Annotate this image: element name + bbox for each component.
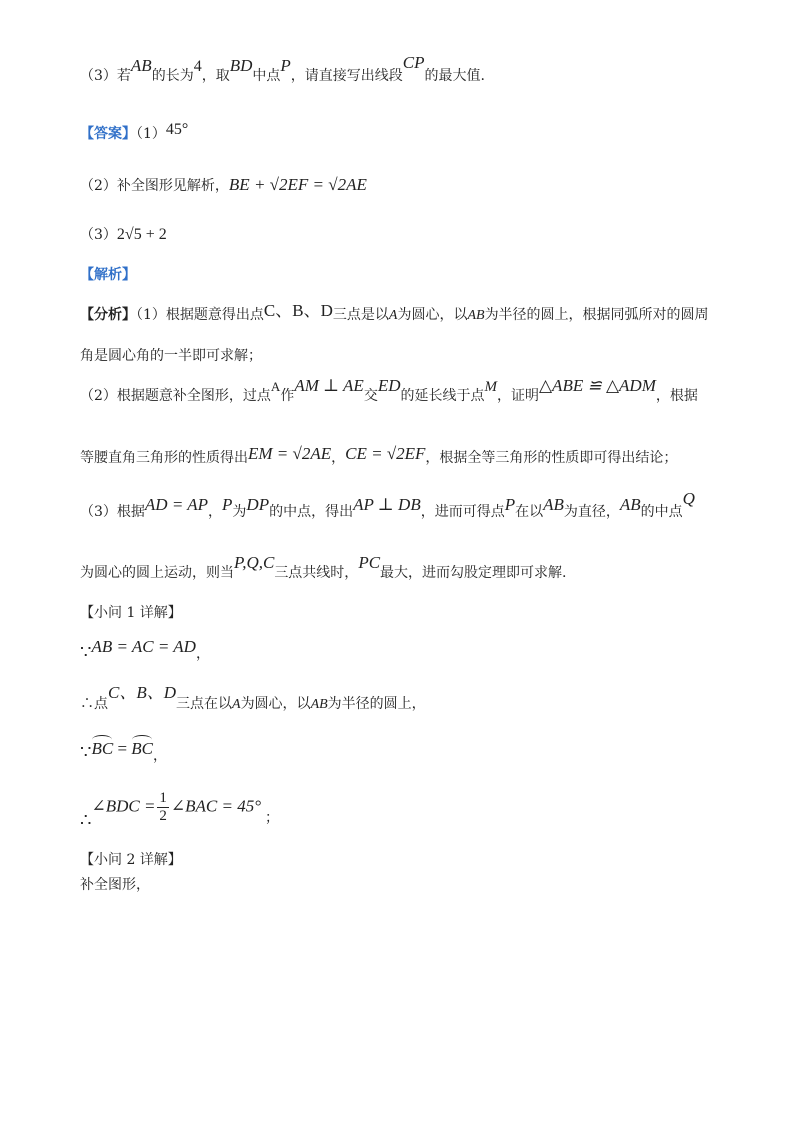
q3-prefix: （3）若 <box>80 68 131 84</box>
analysis-line-4 <box>80 446 740 469</box>
fenxi-text: 等腰直角三角形的性质得出 <box>80 450 248 466</box>
because-symbol: ∵ <box>80 642 92 663</box>
math-a: A <box>388 308 398 323</box>
math-a: A <box>270 379 281 394</box>
fenxi-text: 为半径的圆上，根据同弧所对的圆周 <box>484 307 709 323</box>
fenxi-text: ，根据全等三角形的性质即可得出结论； <box>425 450 678 466</box>
fenxi-text: ，证明 <box>496 388 539 404</box>
fenxi-text: 交 <box>363 388 378 404</box>
fenxi-text: 的中点，得出 <box>269 504 354 520</box>
answer-line-1 <box>80 123 740 145</box>
q3-text: 的最大值. <box>424 68 485 84</box>
math-ad-ap: AD = AP <box>144 495 209 514</box>
fenxi-text: （2）根据题意补全图形，过点 <box>80 388 271 404</box>
math-pc: PC <box>358 553 381 572</box>
math-m: M <box>484 379 497 395</box>
arc-bc: BC <box>131 739 154 758</box>
math-ab: AB <box>543 495 564 514</box>
fenxi-text: （3）根据 <box>80 504 145 520</box>
fenxi-text: 的中点 <box>640 504 683 520</box>
detail-1-line-2 <box>80 683 740 712</box>
q3-text: 的长为 <box>151 68 194 84</box>
question-3-line <box>80 53 740 87</box>
q3-text: ，请直接写出线段 <box>290 68 403 84</box>
fenxi-text: 三点共线时， <box>274 565 359 581</box>
fraction-numerator: 1 <box>159 790 167 806</box>
math-q: Q <box>682 489 695 508</box>
detail-text: ， <box>195 646 210 662</box>
math-a: A <box>232 697 241 712</box>
fenxi-text: ，进而可得点 <box>420 504 505 520</box>
arc-bc: BC <box>91 739 114 758</box>
fraction-one-half <box>157 790 169 825</box>
answer-value-1: 45° <box>165 121 189 138</box>
detail-text: ， <box>153 748 168 764</box>
math-angle-bdc: ∠BDC = <box>91 796 156 816</box>
therefore-symbol: ∴ <box>80 809 92 831</box>
analysis-line-5 <box>80 489 740 523</box>
fenxi-text: （1）根据题意得出点 <box>136 307 264 323</box>
math-am-perp-ae: AM ⊥ AE <box>294 376 364 395</box>
math-em: EM = √2AE <box>248 444 332 463</box>
analysis-line-3 <box>80 376 740 407</box>
fraction-denominator: 2 <box>159 808 167 824</box>
math-ed: ED <box>377 376 401 395</box>
because-symbol: ∵ <box>80 742 92 763</box>
math-cbd: C、B、D <box>108 683 176 702</box>
detail-2-label: 【小问 2 详解】 <box>80 852 182 868</box>
detail-1-label: 【小问 1 详解】 <box>80 605 182 621</box>
q3-text: ，取 <box>201 68 230 84</box>
math-cp: CP <box>402 53 425 72</box>
math-dp: DP <box>246 495 270 514</box>
fenxi-text: 角是圆心角的一半即可求解； <box>80 348 262 364</box>
answer-value-3: 2√5 + 2 <box>116 226 167 243</box>
detail-text: ； <box>265 809 280 826</box>
math-ap-perp-db: AP ⊥ DB <box>353 495 421 514</box>
fenxi-text: 为圆心的圆上运动，则当 <box>80 565 234 581</box>
analysis-label: 【解析】 <box>80 267 136 283</box>
answer-value-2: BE + √2EF = √2AE <box>228 175 367 194</box>
math-equals: = <box>113 739 132 758</box>
math-p: P <box>222 495 233 514</box>
detail-text: 三点在以 <box>176 696 232 712</box>
math-ce: CE = √2EF <box>345 444 426 463</box>
fenxi-text: 为 <box>232 504 247 520</box>
fenxi-text: ，根据 <box>655 388 698 404</box>
math-4: 4 <box>193 58 202 75</box>
fenxi-text: 在以 <box>515 504 544 520</box>
answer-line-2 <box>80 174 740 197</box>
math-ab: AB <box>619 495 641 514</box>
analysis-line-1 <box>80 303 740 327</box>
fenxi-text: 的延长线于点 <box>400 388 485 404</box>
math-p: P <box>504 495 516 514</box>
math-ab: AB <box>130 56 152 75</box>
answer-part-label: （3） <box>80 227 117 243</box>
fenxi-label: 【分析】 <box>80 307 136 323</box>
fenxi-text: 最大，进而勾股定理即可求解. <box>380 565 567 581</box>
fenxi-text: ， <box>208 504 223 520</box>
fenxi-text: ， <box>331 450 346 466</box>
math-ab-ac-ad: AB = AC = AD <box>91 637 196 656</box>
detail-2-text: 补全图形， <box>80 877 150 893</box>
fenxi-text: 为圆心，以 <box>397 307 468 323</box>
math-ab: AB <box>310 697 328 712</box>
math-ab: AB <box>467 308 485 323</box>
detail-1-line-3 <box>80 738 740 764</box>
analysis-line-2 <box>80 345 740 367</box>
answer-label: 【答案】 <box>80 126 136 142</box>
detail-1-line-4 <box>80 790 740 834</box>
math-congruence: △ABE ≌ △ADM <box>538 376 656 395</box>
analysis-line-6 <box>80 553 740 584</box>
answer-line-3 <box>80 224 740 246</box>
fenxi-text: 为直径， <box>563 504 620 520</box>
q3-text: 中点 <box>252 68 281 84</box>
fenxi-text: 作 <box>280 388 295 404</box>
math-bd: BD <box>229 56 253 75</box>
math-p: P <box>280 56 291 75</box>
math-pqc: P,Q,C <box>234 553 275 572</box>
answer-part-label: （1） <box>136 126 166 142</box>
detail-1-line-1 <box>80 636 740 663</box>
detail-text: 为半径的圆上， <box>327 696 426 712</box>
math-angle-bac: ∠BAC = 45° <box>170 796 262 816</box>
detail-text: 为圆心，以 <box>240 696 311 712</box>
math-cbd: C、B、D <box>263 301 333 320</box>
answer-part-label: （2）补全图形见解析， <box>80 178 229 194</box>
fenxi-text: 三点是以 <box>332 307 389 323</box>
therefore-symbol: ∴点 <box>80 696 108 712</box>
